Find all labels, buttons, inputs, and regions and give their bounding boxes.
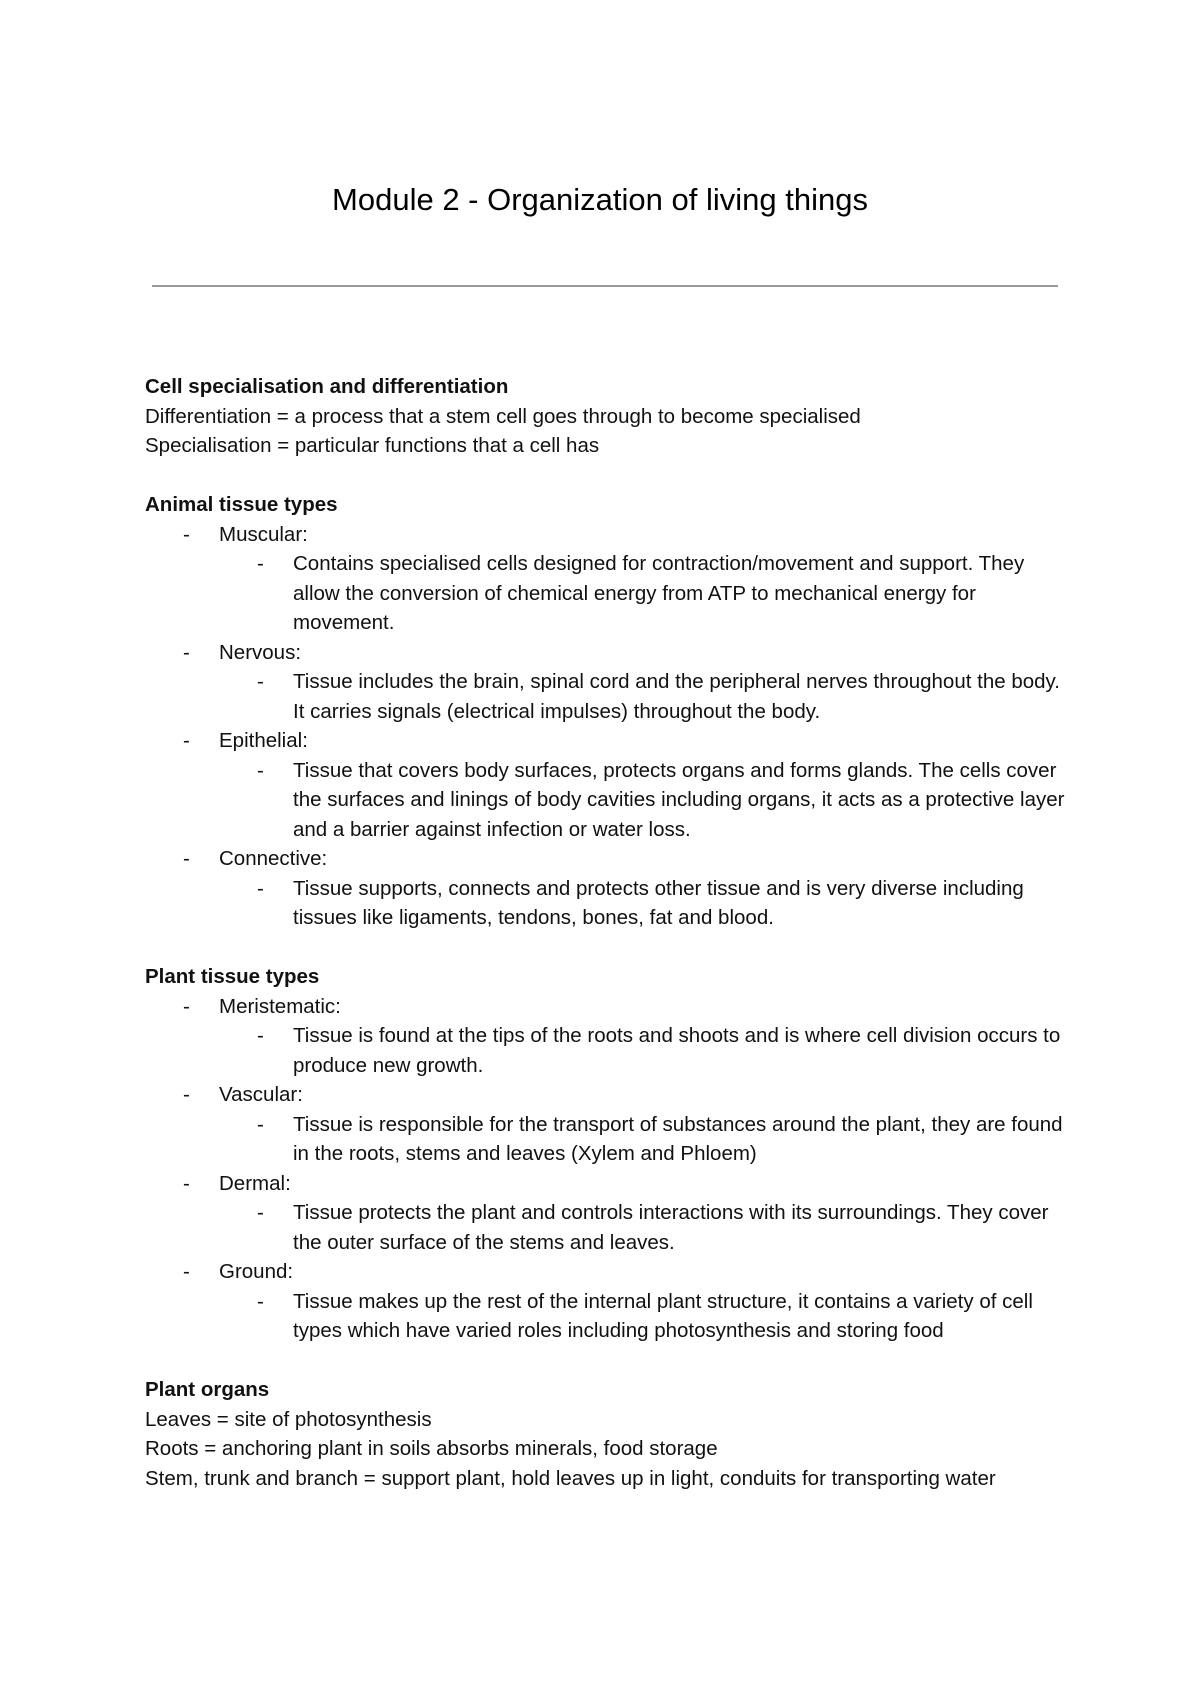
list-item — [145, 992, 1075, 1081]
bullet-dash: - — [257, 876, 264, 900]
sub-list-item-text: Tissue supports, connects and protects other tissue and is very diverse including tissues like ligaments, tendons, bones, fat and blood. — [293, 876, 1024, 929]
sub-list — [219, 1287, 1075, 1346]
bullet-dash: - — [257, 1024, 264, 1047]
list-item-label: Muscular: — [219, 522, 308, 546]
sub-list-item-text: Tissue is found at the tips of the roots and shoots and is where cell division occurs to produce new growth. — [293, 1024, 1061, 1077]
sub-list-item — [219, 756, 1075, 845]
sub-list — [219, 1110, 1075, 1169]
list-item-label: Dermal: — [219, 1171, 291, 1195]
sub-list-item — [219, 874, 1075, 933]
section-plant-tissue-types — [145, 962, 1075, 1346]
sub-list-item-text: Tissue protects the plant and controls interactions with its surroundings. They cover the outer surface of the stems and leaves. — [293, 1201, 1049, 1254]
bullet-dash: - — [257, 670, 264, 693]
sub-list-item — [219, 1110, 1075, 1169]
bullet-dash: - — [183, 1171, 190, 1195]
definition-line: Roots = anchoring plant in soils absorbs minerals, food storage — [145, 1437, 718, 1460]
section-heading: Plant organs — [145, 1378, 270, 1401]
list-item-label: Vascular: — [219, 1083, 303, 1106]
title-divider — [152, 285, 1058, 287]
tissue-list — [145, 520, 1075, 933]
list-item-label: Connective: — [219, 847, 328, 870]
section-heading: Cell specialisation and differentiation — [145, 375, 509, 398]
list-item-label: Ground: — [219, 1260, 294, 1283]
sub-list-item — [219, 1287, 1075, 1346]
sub-list — [219, 1198, 1075, 1257]
sub-list-item — [219, 1021, 1075, 1080]
section-animal-tissue-types — [145, 490, 1075, 933]
sub-list-item — [219, 667, 1075, 726]
bullet-dash: - — [183, 522, 190, 546]
bullet-dash: - — [183, 1260, 190, 1283]
list-item — [145, 520, 1075, 638]
list-item — [145, 1169, 1075, 1258]
sub-list — [219, 874, 1075, 933]
bullet-dash: - — [183, 994, 190, 1018]
definition-line: Stem, trunk and branch = support plant, hold leaves up in light, conduits for transporting water — [145, 1466, 996, 1490]
sub-list-item-text: Tissue that covers body surfaces, protects organs and forms glands. The cells cover the surfaces and linings of body cavities including organs, it acts as a protective layer and a barrier against infection or water loss. — [293, 758, 1065, 841]
definition-line: Leaves = site of photosynthesis — [145, 1407, 432, 1431]
list-item — [145, 638, 1075, 727]
list-item-label: Nervous: — [219, 640, 302, 664]
sub-list-item — [219, 549, 1075, 638]
sub-list — [219, 756, 1075, 845]
sub-list — [219, 1021, 1075, 1080]
sub-list — [219, 667, 1075, 726]
bullet-dash: - — [183, 847, 190, 870]
sub-list-item-text: Tissue is responsible for the transport of substances around the plant, they are found in the roots, stems and leaves (Xylem and Phloem) — [293, 1112, 1063, 1165]
section-plant-organs — [145, 1375, 1075, 1493]
section-heading: Animal tissue types — [145, 493, 338, 516]
sub-list-item-text: Tissue makes up the rest of the internal plant structure, it contains a variety of cell types which have varied roles including photosynthesis and storing food — [293, 1289, 1033, 1342]
definition-line: Differentiation = a process that a stem cell goes through to become specialised — [145, 404, 861, 428]
list-item — [145, 1257, 1075, 1346]
bullet-dash: - — [183, 640, 190, 664]
definition-line: Specialisation = particular functions that a cell has — [145, 434, 600, 457]
tissue-list — [145, 992, 1075, 1346]
list-item — [145, 1080, 1075, 1169]
document-body — [145, 372, 1075, 1523]
sub-list-item — [219, 1198, 1075, 1257]
list-item — [145, 844, 1075, 933]
bullet-dash: - — [257, 1112, 264, 1136]
bullet-dash: - — [257, 552, 264, 575]
sub-list — [219, 549, 1075, 638]
section-cell-specialisation — [145, 372, 1075, 461]
list-item-label: Epithelial: — [219, 729, 308, 752]
section-heading: Plant tissue types — [145, 965, 320, 988]
list-item — [145, 726, 1075, 844]
list-item-label: Meristematic: — [219, 994, 341, 1018]
bullet-dash: - — [257, 758, 264, 782]
bullet-dash: - — [183, 1083, 190, 1106]
bullet-dash: - — [257, 1201, 264, 1224]
sub-list-item-text: Contains specialised cells designed for contraction/movement and support. They allow the conversion of chemical energy from ATP to mechanical energy for movement. — [293, 552, 1025, 634]
bullet-dash: - — [257, 1289, 264, 1313]
sub-list-item-text: Tissue includes the brain, spinal cord and the peripheral nerves throughout the body. It carries signals (electrical impulses) throughout the body. — [293, 670, 1060, 723]
page-title: Module 2 - Organization of living things — [332, 182, 868, 217]
bullet-dash: - — [183, 729, 190, 752]
